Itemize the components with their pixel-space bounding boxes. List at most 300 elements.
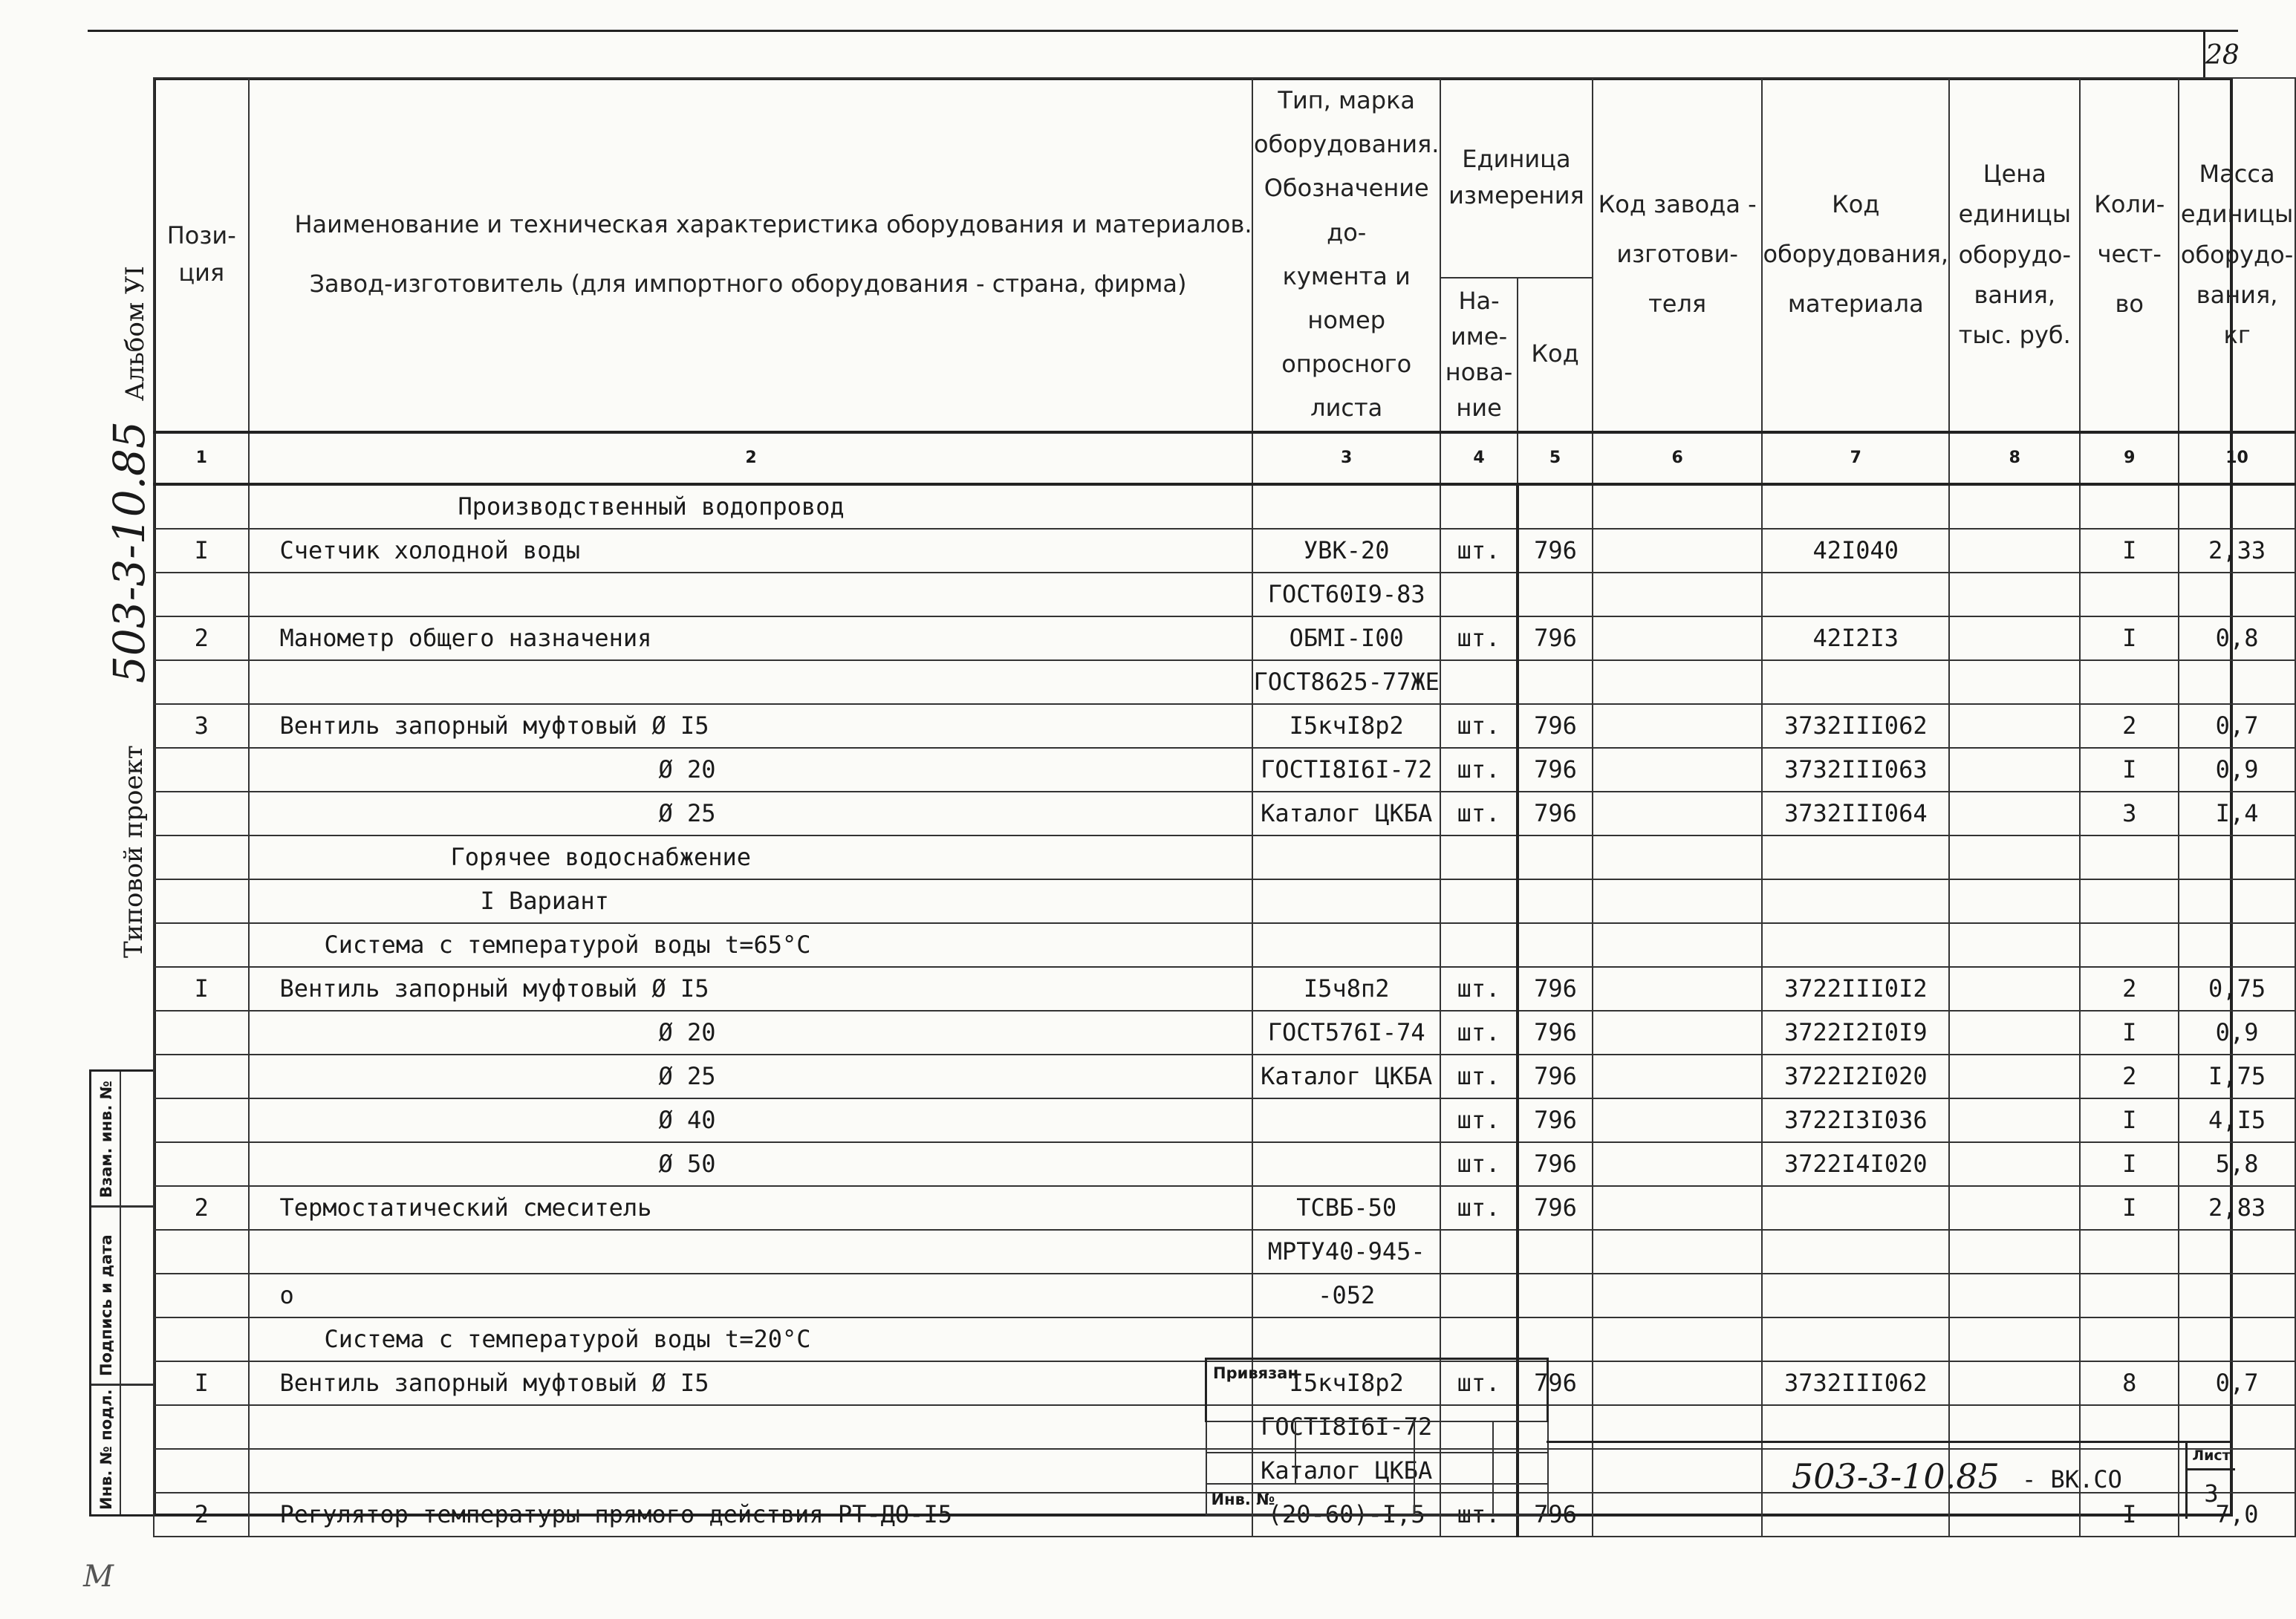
cell-unit — [1440, 573, 1518, 616]
cell-mark: ГОСТI8I6I-72 — [1252, 748, 1440, 792]
cell-equip-code — [1762, 923, 1949, 967]
cell-equip-code: 3732III062 — [1762, 1361, 1949, 1405]
cell-price — [1949, 792, 2080, 835]
cell-unit-code: 796 — [1518, 704, 1593, 748]
cell-mass — [2179, 1230, 2295, 1274]
cell-factory-code — [1593, 704, 1762, 748]
cell-price — [1949, 1274, 2080, 1317]
cell-mass: 0,75 — [2179, 967, 2295, 1011]
cell-price — [1949, 967, 2080, 1011]
section-row — [154, 484, 2295, 529]
cell-mark: ТСВБ-50 — [1252, 1186, 1440, 1230]
cell-unit-code — [1518, 835, 1593, 879]
diameter-label: Ø 40 — [658, 1106, 716, 1134]
cell-mark: ГОСТ8625-77ЖЕ — [1252, 660, 1440, 704]
item-name: Вентиль запорный муфтовый Ø I5 — [279, 974, 709, 1003]
box-label-signature: Подпись и дата — [97, 1234, 115, 1376]
cell-price — [1949, 1317, 2080, 1361]
cell-price — [1949, 573, 2080, 616]
cell-factory-code — [1593, 1230, 1762, 1274]
cell-unit: шт. — [1440, 1493, 1518, 1537]
cell-position — [154, 835, 249, 879]
cell-position — [154, 748, 249, 792]
cell-mass: 0,7 — [2179, 1361, 2295, 1405]
item-name: Счетчик холодной воды — [279, 536, 581, 564]
colnum-4: 4 — [1440, 432, 1518, 484]
album-label: Альбом УI — [120, 265, 150, 401]
hdr-name — [249, 78, 1252, 432]
cell-factory-code — [1593, 792, 1762, 835]
cell-equip-code — [1762, 573, 1949, 616]
cell-factory-code — [1593, 923, 1762, 967]
cell-qty — [2080, 573, 2179, 616]
section-row — [154, 923, 2295, 967]
cell-mark: УВК-20 — [1252, 529, 1440, 573]
cell-name — [249, 1493, 1252, 1537]
cell-equip-code: 3722I4I020 — [1762, 1142, 1949, 1186]
cell-mass: I,75 — [2179, 1055, 2295, 1098]
cell-unit: шт. — [1440, 748, 1518, 792]
cell-qty — [2080, 1317, 2179, 1361]
stamp-cell — [1414, 1453, 1493, 1484]
cell-position — [154, 660, 249, 704]
cell-mark: Каталог ЦКБА — [1252, 1449, 1440, 1493]
cell-unit: шт. — [1440, 1186, 1518, 1230]
stamp-bound-label: Привязан — [1206, 1359, 1548, 1422]
cell-unit: шт. — [1440, 1098, 1518, 1142]
cell-name — [249, 704, 1252, 748]
cell-mark: ОБМI-I00 — [1252, 616, 1440, 660]
cell-unit — [1440, 1230, 1518, 1274]
cell-price — [1949, 1230, 2080, 1274]
hdr-factory-code: Код завода - изготови- теля — [1593, 78, 1762, 432]
cell-mass: 0,7 — [2179, 704, 2295, 748]
cell-position — [154, 1405, 249, 1449]
cell-equip-code: 42I2I3 — [1762, 616, 1949, 660]
cell-price — [1949, 835, 2080, 879]
cell-mass — [2179, 1317, 2295, 1361]
cell-unit-code: 796 — [1518, 529, 1593, 573]
cell-position: I — [154, 967, 249, 1011]
cell-mass: 5,8 — [2179, 1142, 2295, 1186]
table-row — [154, 616, 2295, 660]
cell-equip-code: 3732III063 — [1762, 748, 1949, 792]
diameter-label: Ø 20 — [658, 755, 716, 784]
item-name: Система с температурой воды t=65°С — [324, 931, 811, 959]
cell-position: I — [154, 529, 249, 573]
cell-qty: 2 — [2080, 704, 2179, 748]
hdr-name-line1: Наименование и техническая характеристика оборудования и материалов. — [294, 210, 1252, 239]
cell-mass — [2179, 484, 2295, 529]
item-name: Регулятор температуры прямого действия РТ-ДО-I5 — [279, 1500, 952, 1528]
cell-name — [249, 923, 1252, 967]
cell-position: 3 — [154, 704, 249, 748]
cell-qty — [2080, 835, 2179, 879]
cell-name — [249, 660, 1252, 704]
cell-position — [154, 1230, 249, 1274]
cell-unit-code: 796 — [1518, 1098, 1593, 1142]
cell-mark — [1252, 484, 1440, 529]
cell-qty: I — [2080, 1493, 2179, 1537]
doc-code: 503-3-10.85 — [1792, 1456, 2000, 1496]
cell-unit — [1440, 1274, 1518, 1317]
sidebar-boxes — [89, 1069, 153, 1517]
cell-unit-code — [1518, 484, 1593, 529]
hdr-equip-code: Код оборудования, материала — [1762, 78, 1949, 432]
stamp-cell — [1206, 1421, 1295, 1453]
cell-unit: шт. — [1440, 616, 1518, 660]
cell-mark: ГОСТI8I6I-72 — [1252, 1405, 1440, 1449]
hdr-unit-name: На- име- нова- ние — [1440, 278, 1518, 432]
stamp-cell — [1414, 1484, 1493, 1515]
table-row — [154, 748, 2295, 792]
cell-qty — [2080, 660, 2179, 704]
cell-name — [249, 1142, 1252, 1186]
diameter-label: Ø 20 — [658, 1018, 716, 1046]
cell-qty: I — [2080, 1186, 2179, 1230]
cell-price — [1949, 529, 2080, 573]
cell-factory-code — [1593, 835, 1762, 879]
cell-unit-code — [1518, 1274, 1593, 1317]
cell-equip-code — [1762, 1317, 1949, 1361]
cell-factory-code — [1593, 1011, 1762, 1055]
cell-mark: ГОСТ576I-74 — [1252, 1011, 1440, 1055]
hdr-price: Цена единицы оборудо- вания, тыс. руб. — [1949, 78, 2080, 432]
cell-mass — [2179, 923, 2295, 967]
cell-unit: шт. — [1440, 704, 1518, 748]
specification-table — [153, 77, 2296, 1537]
cell-position — [154, 792, 249, 835]
cell-position — [154, 1055, 249, 1098]
box-divider-2 — [91, 1384, 155, 1386]
cell-price — [1949, 660, 2080, 704]
cell-mark: I5ч8п2 — [1252, 967, 1440, 1011]
title-block — [1547, 1441, 2233, 1519]
item-name: Вентиль запорный муфтовый Ø I5 — [279, 1369, 709, 1397]
table-row — [154, 573, 2295, 616]
cell-price — [1949, 1011, 2080, 1055]
cell-unit-code: 796 — [1518, 1361, 1593, 1405]
cell-unit-code — [1518, 660, 1593, 704]
cell-position — [154, 1449, 249, 1493]
type-project-label: Типовой проект — [119, 745, 149, 958]
cell-mass — [2179, 835, 2295, 879]
item-name: Вентиль запорный муфтовый Ø I5 — [279, 711, 709, 740]
cell-mass: 0,9 — [2179, 748, 2295, 792]
cell-equip-code: 3722III0I2 — [1762, 967, 1949, 1011]
cell-mass: 7,0 — [2179, 1493, 2295, 1537]
cell-factory-code — [1593, 573, 1762, 616]
cell-mark: I5кчI8р2 — [1252, 1361, 1440, 1405]
item-name: Манометр общего назначения — [279, 624, 652, 652]
cell-name — [249, 1361, 1252, 1405]
cell-price — [1949, 923, 2080, 967]
hdr-unit-code: Код — [1518, 278, 1593, 432]
cell-position — [154, 1098, 249, 1142]
cell-unit: шт. — [1440, 1142, 1518, 1186]
cell-position: I — [154, 1361, 249, 1405]
cell-factory-code — [1593, 1098, 1762, 1142]
cell-qty — [2080, 484, 2179, 529]
cell-qty: I — [2080, 616, 2179, 660]
cell-mass: 0,8 — [2179, 616, 2295, 660]
cell-qty — [2080, 923, 2179, 967]
cell-mass: 4,I5 — [2179, 1098, 2295, 1142]
hdr-type: Тип, марка оборудования. Обозначение до- кумента и номер опросного листа — [1252, 78, 1440, 432]
cell-unit — [1440, 1317, 1518, 1361]
item-name: о — [279, 1281, 294, 1309]
colnum-8: 8 — [1949, 432, 2080, 484]
cell-unit-code: 796 — [1518, 967, 1593, 1011]
cell-factory-code — [1593, 1186, 1762, 1230]
binding-stamp — [1205, 1358, 1549, 1516]
cell-price — [1949, 879, 2080, 923]
cell-mark — [1252, 1317, 1440, 1361]
cell-name — [249, 616, 1252, 660]
cell-mark: Каталог ЦКБА — [1252, 792, 1440, 835]
cell-qty: I — [2080, 748, 2179, 792]
sheet-label: Лист — [2188, 1443, 2235, 1470]
cell-unit-code: 796 — [1518, 1055, 1593, 1098]
cell-unit-code — [1518, 1317, 1593, 1361]
project-code-vertical: 503-3-10.85 — [104, 421, 155, 683]
table-row — [154, 1230, 2295, 1274]
stamp-cell — [1206, 1453, 1295, 1484]
cell-unit — [1440, 484, 1518, 529]
cell-mark: Каталог ЦКБА — [1252, 1055, 1440, 1098]
cell-name — [249, 1186, 1252, 1230]
cell-position — [154, 1011, 249, 1055]
cell-equip-code — [1762, 1230, 1949, 1274]
cell-unit: шт. — [1440, 1011, 1518, 1055]
sheet-number: 3 — [2204, 1479, 2219, 1508]
table-row — [154, 1274, 2295, 1317]
table-row — [154, 1142, 2295, 1186]
stamp-inv-label: Инв. № — [1206, 1484, 1414, 1515]
cell-qty: I — [2080, 1011, 2179, 1055]
cell-equip-code — [1762, 835, 1949, 879]
cell-unit: шт. — [1440, 529, 1518, 573]
table-row — [154, 792, 2295, 835]
table-row — [154, 1186, 2295, 1230]
colnum-5: 5 — [1518, 432, 1593, 484]
diameter-label: Ø 50 — [658, 1150, 716, 1178]
stamp-cell — [1493, 1484, 1548, 1515]
cell-factory-code — [1593, 1361, 1762, 1405]
colnum-2: 2 — [249, 432, 1252, 484]
cell-unit — [1440, 879, 1518, 923]
cell-price — [1949, 616, 2080, 660]
doc-suffix: - ВК.СО — [2022, 1465, 2122, 1493]
cell-unit-code: 796 — [1518, 616, 1593, 660]
diameter-label: Ø 25 — [658, 799, 716, 827]
stamp-cell — [1493, 1421, 1548, 1453]
cell-unit — [1440, 835, 1518, 879]
cell-unit: шт. — [1440, 967, 1518, 1011]
cell-name — [249, 1098, 1252, 1142]
cell-mass: I,4 — [2179, 792, 2295, 835]
hdr-position: Пози- ция — [154, 78, 249, 432]
cell-qty — [2080, 1274, 2179, 1317]
hdr-quantity: Коли- чест- во — [2080, 78, 2179, 432]
cell-mark — [1252, 1142, 1440, 1186]
cell-position — [154, 879, 249, 923]
cell-unit-code: 796 — [1518, 1186, 1593, 1230]
cell-factory-code — [1593, 1055, 1762, 1098]
cell-mass — [2179, 573, 2295, 616]
cell-name — [249, 1055, 1252, 1098]
column-numbers-row — [154, 432, 2295, 484]
cell-qty: 2 — [2080, 967, 2179, 1011]
cell-mark: I5кчI8р2 — [1252, 704, 1440, 748]
box-divider-1 — [91, 1205, 155, 1208]
item-name: Производственный водопровод — [458, 492, 845, 521]
cell-equip-code — [1762, 879, 1949, 923]
item-name: Система с температурой воды t=20°С — [324, 1325, 811, 1353]
cell-factory-code — [1593, 660, 1762, 704]
cell-position — [154, 923, 249, 967]
cell-mass: 2,83 — [2179, 1186, 2295, 1230]
cell-name — [249, 835, 1252, 879]
cell-name — [249, 748, 1252, 792]
cell-equip-code — [1762, 484, 1949, 529]
box-label-inv: Инв. № подл. — [97, 1389, 115, 1510]
cell-position — [154, 484, 249, 529]
colnum-3: 3 — [1252, 432, 1440, 484]
corner-mark: М — [83, 1560, 114, 1594]
cell-qty: I — [2080, 1142, 2179, 1186]
cell-qty: I — [2080, 1098, 2179, 1142]
table-row — [154, 704, 2295, 748]
table-row — [154, 529, 2295, 573]
cell-mark: (20-60)-I,5 — [1252, 1493, 1440, 1537]
cell-mark: ГОСТ60I9-83 — [1252, 573, 1440, 616]
cell-equip-code: 3732III062 — [1762, 704, 1949, 748]
cell-factory-code — [1593, 1142, 1762, 1186]
cell-equip-code: 3722I2I020 — [1762, 1055, 1949, 1098]
colnum-10: 10 — [2179, 432, 2295, 484]
colnum-6: 6 — [1593, 432, 1762, 484]
cell-name — [249, 1449, 1252, 1493]
cell-mass — [2179, 1274, 2295, 1317]
cell-name — [249, 1317, 1252, 1361]
table-row — [154, 660, 2295, 704]
cell-unit-code: 796 — [1518, 792, 1593, 835]
cell-unit-code: 796 — [1518, 748, 1593, 792]
cell-position — [154, 1317, 249, 1361]
sheet-box — [2185, 1443, 2235, 1519]
cell-factory-code — [1593, 967, 1762, 1011]
colnum-7: 7 — [1762, 432, 1949, 484]
hdr-name-line2: Завод-изготовитель (для импортного оборудования - страна, фирма) — [309, 269, 1187, 298]
cell-unit-code — [1518, 573, 1593, 616]
cell-unit: шт. — [1440, 1055, 1518, 1098]
cell-unit-code: 796 — [1518, 1142, 1593, 1186]
cell-price — [1949, 484, 2080, 529]
cell-mark — [1252, 1098, 1440, 1142]
cell-mark: -052 — [1252, 1274, 1440, 1317]
top-border-line — [88, 30, 2203, 32]
colnum-9: 9 — [2080, 432, 2179, 484]
cell-qty: 8 — [2080, 1361, 2179, 1405]
cell-equip-code: 42I040 — [1762, 529, 1949, 573]
cell-unit-code — [1518, 1230, 1593, 1274]
cell-qty: 3 — [2080, 792, 2179, 835]
stamp-cell — [1493, 1453, 1548, 1484]
cell-price — [1949, 748, 2080, 792]
cell-price — [1949, 1361, 2080, 1405]
cell-mark: МРТУ40-945- — [1252, 1230, 1440, 1274]
cell-price — [1949, 1186, 2080, 1230]
cell-name — [249, 1230, 1252, 1274]
cell-name — [249, 1405, 1252, 1449]
cell-unit: шт. — [1440, 792, 1518, 835]
cell-qty: I — [2080, 529, 2179, 573]
cell-name — [249, 879, 1252, 923]
cell-unit-code — [1518, 923, 1593, 967]
cell-factory-code — [1593, 484, 1762, 529]
table-row — [154, 1098, 2295, 1142]
table-row — [154, 1011, 2295, 1055]
cell-name — [249, 529, 1252, 573]
stamp-cell — [1295, 1421, 1414, 1453]
section-row — [154, 1317, 2295, 1361]
item-name: Термостатический смеситель — [279, 1193, 652, 1222]
hdr-unit-group: Единица измерения — [1440, 78, 1593, 278]
cell-mass: 0,9 — [2179, 1011, 2295, 1055]
cell-factory-code — [1593, 879, 1762, 923]
cell-name — [249, 967, 1252, 1011]
section-row — [154, 879, 2295, 923]
cell-name — [249, 1274, 1252, 1317]
cell-qty — [2080, 1230, 2179, 1274]
cell-equip-code: 3732III064 — [1762, 792, 1949, 835]
cell-factory-code — [1593, 748, 1762, 792]
header-row — [154, 78, 2295, 278]
table-row — [154, 1055, 2295, 1098]
table-row — [154, 967, 2295, 1011]
cell-mass: 2,33 — [2179, 529, 2295, 573]
cell-factory-code — [1593, 1317, 1762, 1361]
cell-factory-code — [1593, 616, 1762, 660]
colnum-1: 1 — [154, 432, 249, 484]
cell-qty: 2 — [2080, 1055, 2179, 1098]
hdr-mass: Масса единицы оборудо- вания, кг — [2179, 78, 2295, 432]
cell-mass — [2179, 879, 2295, 923]
cell-name — [249, 792, 1252, 835]
cell-unit-code: 796 — [1518, 1493, 1593, 1537]
cell-mark — [1252, 835, 1440, 879]
cell-price — [1949, 1142, 2080, 1186]
cell-price — [1949, 1055, 2080, 1098]
cell-unit-code — [1518, 879, 1593, 923]
cell-equip-code — [1762, 1274, 1949, 1317]
cell-mark — [1252, 879, 1440, 923]
cell-equip-code — [1762, 660, 1949, 704]
box-divider-col — [120, 1072, 121, 1514]
cell-qty — [2080, 879, 2179, 923]
stamp-cell — [1295, 1453, 1414, 1484]
cell-position: 2 — [154, 1186, 249, 1230]
cell-price — [1949, 704, 2080, 748]
cell-position — [154, 1274, 249, 1317]
cell-factory-code — [1593, 1274, 1762, 1317]
section-row — [154, 835, 2295, 879]
cell-factory-code — [1593, 529, 1762, 573]
cell-price — [1949, 1098, 2080, 1142]
item-name: I Вариант — [480, 887, 609, 915]
diameter-label: Ø 25 — [658, 1062, 716, 1090]
